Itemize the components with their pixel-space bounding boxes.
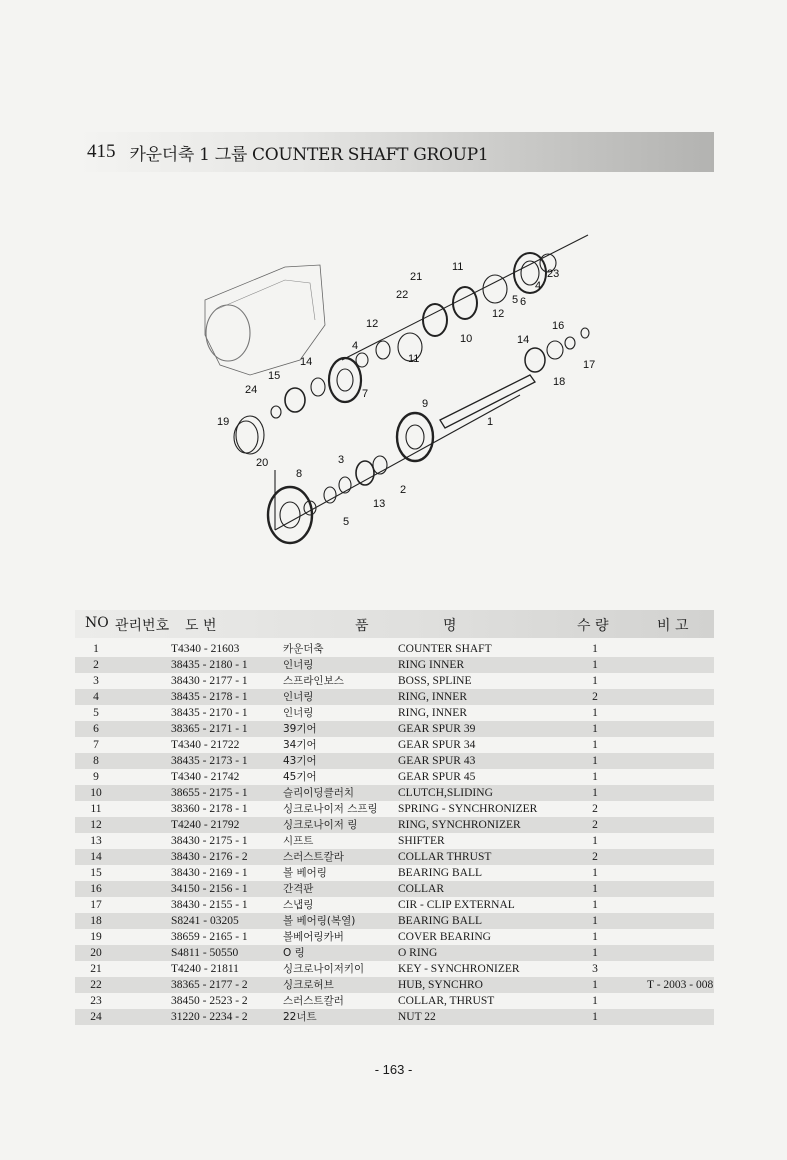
cell-korean-name: 스프라인보스 [283, 675, 344, 687]
cell-part-name: COLLAR THRUST [398, 851, 492, 863]
table-row [75, 913, 714, 929]
table-row [75, 721, 714, 737]
table-row [75, 945, 714, 961]
cell-no: 1 [93, 643, 99, 655]
cell-quantity: 1 [592, 771, 598, 783]
cell-quantity: 1 [592, 723, 598, 735]
cell-no: 4 [93, 691, 99, 703]
cell-part-number: 38430 - 2176 - 2 [171, 851, 248, 863]
cell-part-number: T4340 - 21742 [171, 771, 240, 783]
cell-no: 12 [90, 819, 102, 831]
col-header-qty: 수 량 [577, 618, 609, 634]
callout-label: 15 [268, 370, 281, 382]
cell-no: 17 [90, 899, 102, 911]
table-row [75, 961, 714, 977]
cell-quantity: 2 [592, 803, 598, 815]
callout-label: 14 [517, 334, 530, 346]
callout-label: 12 [492, 308, 505, 320]
cell-no: 14 [90, 851, 102, 863]
callout-label: 19 [217, 416, 230, 428]
callout-label: 4 [352, 340, 359, 352]
cell-quantity: 1 [592, 755, 598, 767]
exploded-parts-diagram [190, 225, 610, 565]
cell-korean-name: 슬리이딩클러치 [283, 787, 355, 799]
cell-no: 6 [93, 723, 99, 735]
cell-part-number: 38365 - 2171 - 1 [171, 723, 248, 735]
cell-part-name: COLLAR, THRUST [398, 995, 495, 1007]
cell-quantity: 1 [592, 947, 598, 959]
cell-part-name: KEY - SYNCHRONIZER [398, 963, 520, 975]
table-row [75, 673, 714, 689]
page-number: - 163 - [374, 1062, 413, 1077]
cell-no: 3 [93, 675, 99, 687]
callout-label: 7 [362, 388, 369, 400]
cell-part-number: 38435 - 2173 - 1 [171, 755, 248, 767]
cell-part-name: RING, SYNCHRONIZER [398, 819, 521, 831]
cell-quantity: 1 [592, 915, 598, 927]
cell-korean-name: 39기어 [283, 723, 317, 735]
cell-part-name: GEAR SPUR 43 [398, 755, 476, 767]
callout-label: 20 [256, 457, 269, 469]
callout-label: 18 [553, 376, 566, 388]
cell-korean-name: 싱크로나이저키이 [283, 963, 365, 975]
cell-quantity: 1 [592, 739, 598, 751]
cell-korean-name: 45기어 [283, 771, 317, 783]
section-title: 카운더축 1 그룹 COUNTER SHAFT GROUP1 [129, 144, 489, 165]
callout-label: 5 [343, 516, 350, 528]
cell-quantity: 1 [592, 931, 598, 943]
cell-quantity: 2 [592, 691, 598, 703]
cell-part-name: CLUTCH,SLIDING [398, 787, 493, 799]
callout-label: 2 [400, 484, 407, 496]
cell-quantity: 1 [592, 899, 598, 911]
col-header-name-2: 명 [443, 618, 457, 634]
cell-part-name: SPRING - SYNCHRONIZER [398, 803, 538, 815]
cell-part-name: NUT 22 [398, 1011, 436, 1023]
table-row [75, 929, 714, 945]
cell-part-number: 38435 - 2178 - 1 [171, 691, 248, 703]
table-row [75, 817, 714, 833]
cell-quantity: 1 [592, 643, 598, 655]
table-row [75, 881, 714, 897]
cell-korean-name: 볼베어링카버 [283, 931, 344, 943]
table-row [75, 833, 714, 849]
cell-no: 10 [90, 787, 102, 799]
cell-part-name: GEAR SPUR 39 [398, 723, 476, 735]
cell-no: 18 [90, 915, 102, 927]
callout-label: 23 [547, 268, 560, 280]
col-header-name-1: 품 [355, 618, 369, 634]
cell-part-name: O RING [398, 947, 438, 959]
callout-label: 14 [300, 356, 313, 368]
cell-korean-name: 싱크로허브 [283, 979, 334, 991]
table-row [75, 705, 714, 721]
cell-part-number: 38430 - 2155 - 1 [171, 899, 248, 911]
table-row [75, 769, 714, 785]
callout-label: 10 [460, 333, 473, 345]
cell-quantity: 1 [592, 835, 598, 847]
cell-part-number: 38430 - 2177 - 1 [171, 675, 248, 687]
cell-part-name: BEARING BALL [398, 867, 483, 879]
cell-part-number: 38659 - 2165 - 1 [171, 931, 248, 943]
cell-part-number: 34150 - 2156 - 1 [171, 883, 248, 895]
cell-part-number: T4240 - 21792 [171, 819, 240, 831]
cell-korean-name: 스러스트칼러 [283, 995, 344, 1007]
callout-label: 12 [366, 318, 379, 330]
cell-no: 7 [93, 739, 99, 751]
callout-label: 22 [396, 289, 409, 301]
cell-part-name: COLLAR [398, 883, 444, 895]
cell-no: 9 [93, 771, 99, 783]
cell-quantity: 1 [592, 979, 598, 991]
parts-table-header [75, 610, 714, 638]
table-row [75, 801, 714, 817]
col-header-no: NO [85, 615, 109, 631]
callout-label: 4 [535, 280, 542, 292]
cell-korean-name: O 링 [283, 947, 305, 959]
cell-part-number: S4811 - 50550 [171, 947, 239, 959]
cell-no: 11 [90, 803, 102, 815]
table-row [75, 785, 714, 801]
cell-part-name: CIR - CLIP EXTERNAL [398, 899, 515, 911]
table-row [75, 1009, 714, 1025]
callout-label: 6 [520, 296, 527, 308]
cell-no: 16 [90, 883, 102, 895]
cell-korean-name: 22너트 [283, 1011, 317, 1023]
table-row [75, 977, 714, 993]
cell-part-name: BOSS, SPLINE [398, 675, 472, 687]
section-number: 415 [87, 141, 116, 162]
cell-korean-name: 볼 베어링(복열) [283, 915, 356, 927]
callout-label: 17 [583, 359, 596, 371]
cell-korean-name: 시프트 [283, 835, 314, 847]
cell-korean-name: 싱크로나이저 스프링 [283, 803, 378, 815]
cell-korean-name: 볼 베어링 [283, 867, 327, 879]
callout-label: 13 [373, 498, 386, 510]
cell-part-name: HUB, SYNCHRO [398, 979, 483, 991]
table-row [75, 753, 714, 769]
cell-part-name: SHIFTER [398, 835, 445, 847]
callout-label: 16 [552, 320, 565, 332]
cell-quantity: 1 [592, 787, 598, 799]
cell-part-name: RING INNER [398, 659, 465, 671]
cell-no: 21 [90, 963, 102, 975]
callout-label: 11 [452, 261, 464, 273]
cell-quantity: 1 [592, 707, 598, 719]
cell-part-number: T4340 - 21603 [171, 643, 240, 655]
cell-part-name: COVER BEARING [398, 931, 491, 943]
callout-label: 11 [408, 353, 420, 365]
cell-no: 20 [90, 947, 102, 959]
table-row [75, 865, 714, 881]
callout-label: 8 [296, 468, 303, 480]
cell-part-name: COUNTER SHAFT [398, 643, 492, 655]
cell-quantity: 3 [592, 963, 598, 975]
cell-part-number: 38450 - 2523 - 2 [171, 995, 248, 1007]
cell-part-name: GEAR SPUR 34 [398, 739, 476, 751]
callout-label: 3 [338, 454, 345, 466]
section-title-bar [75, 132, 714, 172]
cell-part-number: 38435 - 2170 - 1 [171, 707, 248, 719]
cell-korean-name: 간격판 [283, 883, 314, 895]
callout-label: 9 [422, 398, 429, 410]
cell-no: 24 [90, 1011, 102, 1023]
col-header-dwg: 도 번 [185, 618, 217, 634]
cell-part-number: S8241 - 03205 [171, 915, 239, 927]
cell-korean-name: 인너링 [283, 691, 314, 703]
cell-quantity: 1 [592, 883, 598, 895]
cell-part-number: 38430 - 2175 - 1 [171, 835, 248, 847]
cell-quantity: 1 [592, 1011, 598, 1023]
cell-quantity: 2 [592, 851, 598, 863]
parts-table [75, 641, 714, 1025]
cell-part-number: 38360 - 2178 - 1 [171, 803, 248, 815]
table-row [75, 897, 714, 913]
cell-part-name: RING, INNER [398, 707, 467, 719]
cell-korean-name: 인너링 [283, 659, 314, 671]
cell-korean-name: 34기어 [283, 739, 317, 751]
cell-part-number: 38655 - 2175 - 1 [171, 787, 248, 799]
callout-label: 5 [512, 294, 519, 306]
cell-no: 19 [90, 931, 102, 943]
cell-part-number: T4240 - 21811 [171, 963, 239, 975]
cell-no: 22 [90, 979, 102, 991]
cell-quantity: 2 [592, 819, 598, 831]
cell-quantity: 1 [592, 995, 598, 1007]
cell-quantity: 1 [592, 675, 598, 687]
cell-korean-name: 인너링 [283, 707, 314, 719]
table-row [75, 689, 714, 705]
cell-no: 15 [90, 867, 102, 879]
cell-part-name: RING, INNER [398, 691, 467, 703]
cell-korean-name: 스러스트칼라 [283, 851, 344, 863]
cell-korean-name: 싱크로나이저 링 [283, 819, 358, 831]
cell-no: 2 [93, 659, 99, 671]
callout-label: 21 [410, 271, 423, 283]
cell-no: 13 [90, 835, 102, 847]
table-row [75, 641, 714, 657]
cell-no: 8 [93, 755, 99, 767]
cell-korean-name: 카운더축 [283, 643, 324, 655]
cell-korean-name: 43기어 [283, 755, 317, 767]
table-row [75, 993, 714, 1009]
cell-part-number: 38430 - 2169 - 1 [171, 867, 248, 879]
cell-quantity: 1 [592, 659, 598, 671]
cell-part-number: 38365 - 2177 - 2 [171, 979, 248, 991]
cell-remark: T - 2003 - 008 [647, 979, 714, 991]
col-header-remark: 비 고 [657, 618, 689, 634]
cell-part-number: T4340 - 21722 [171, 739, 240, 751]
table-row [75, 849, 714, 865]
cell-part-name: GEAR SPUR 45 [398, 771, 476, 783]
cell-part-name: BEARING BALL [398, 915, 483, 927]
table-row [75, 657, 714, 673]
cell-quantity: 1 [592, 867, 598, 879]
cell-no: 5 [93, 707, 99, 719]
cell-korean-name: 스냅링 [283, 899, 314, 911]
col-header-mgmt: 관리번호 [115, 618, 170, 634]
table-row [75, 737, 714, 753]
callout-label: 24 [245, 384, 258, 396]
callout-label: 1 [487, 416, 494, 428]
cell-no: 23 [90, 995, 102, 1007]
cell-part-number: 38435 - 2180 - 1 [171, 659, 248, 671]
cell-part-number: 31220 - 2234 - 2 [171, 1011, 248, 1023]
